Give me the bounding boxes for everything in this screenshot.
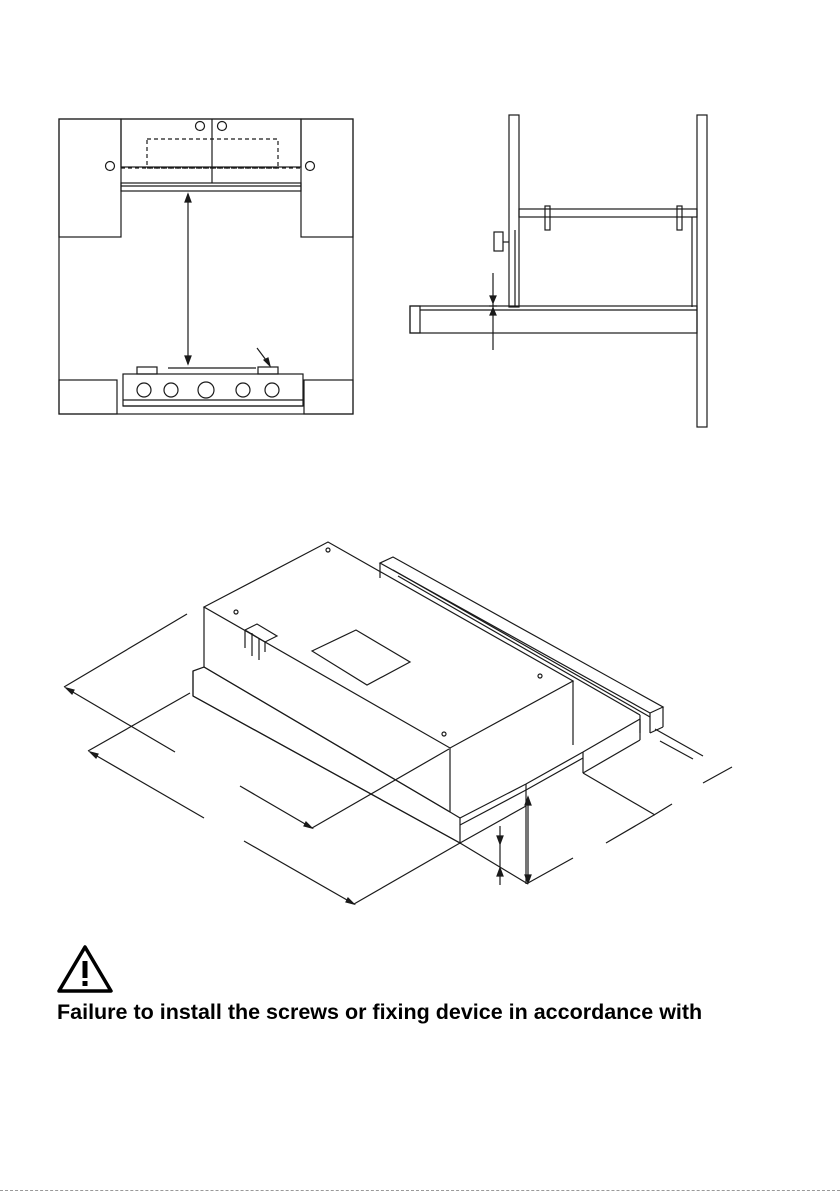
rail-line (393, 570, 650, 717)
trim-line (460, 784, 526, 818)
right-dimension-line (606, 815, 654, 843)
rail-dimension-line (660, 741, 693, 759)
width-dimension-line (90, 752, 204, 818)
width-extension-line (354, 843, 460, 904)
warning-triangle-icon (57, 944, 113, 994)
screw-hole (326, 548, 330, 552)
arrow-head (90, 752, 98, 758)
right-dimension-line (654, 804, 672, 815)
trim-line (526, 752, 583, 784)
width-dimension-line (244, 841, 354, 904)
arrow-head (66, 688, 74, 694)
screw-hole (538, 674, 542, 678)
depth-extension-line (312, 749, 449, 828)
trim-bottom (193, 696, 460, 843)
screw-hole (234, 610, 238, 614)
rail-line (398, 576, 640, 715)
trim-line (583, 719, 640, 752)
arrow-head (304, 822, 312, 828)
depth-dimension-line (240, 786, 312, 828)
page-edge (0, 1190, 840, 1191)
front-trim (193, 667, 460, 843)
warning-text: Failure to install the screws or fixing device in accordance with (57, 1000, 703, 1024)
right-extension-line (583, 773, 655, 815)
slide-rail-top (380, 557, 663, 713)
height-extension-line (460, 843, 528, 884)
depth-dimension-line (66, 688, 175, 752)
screw-hole (442, 732, 446, 736)
trim-line (526, 758, 583, 790)
trim-line (583, 740, 640, 773)
depth-extension-line (64, 614, 187, 687)
trim-line (460, 806, 526, 843)
arrow-head (497, 836, 503, 844)
arrow-head (346, 898, 354, 904)
bracket (245, 624, 277, 642)
rail-dimension-line (703, 767, 732, 783)
width-extension-line (88, 693, 190, 751)
trim-line (460, 790, 526, 825)
arrow-head (497, 868, 503, 876)
height-extension-line (528, 858, 573, 883)
